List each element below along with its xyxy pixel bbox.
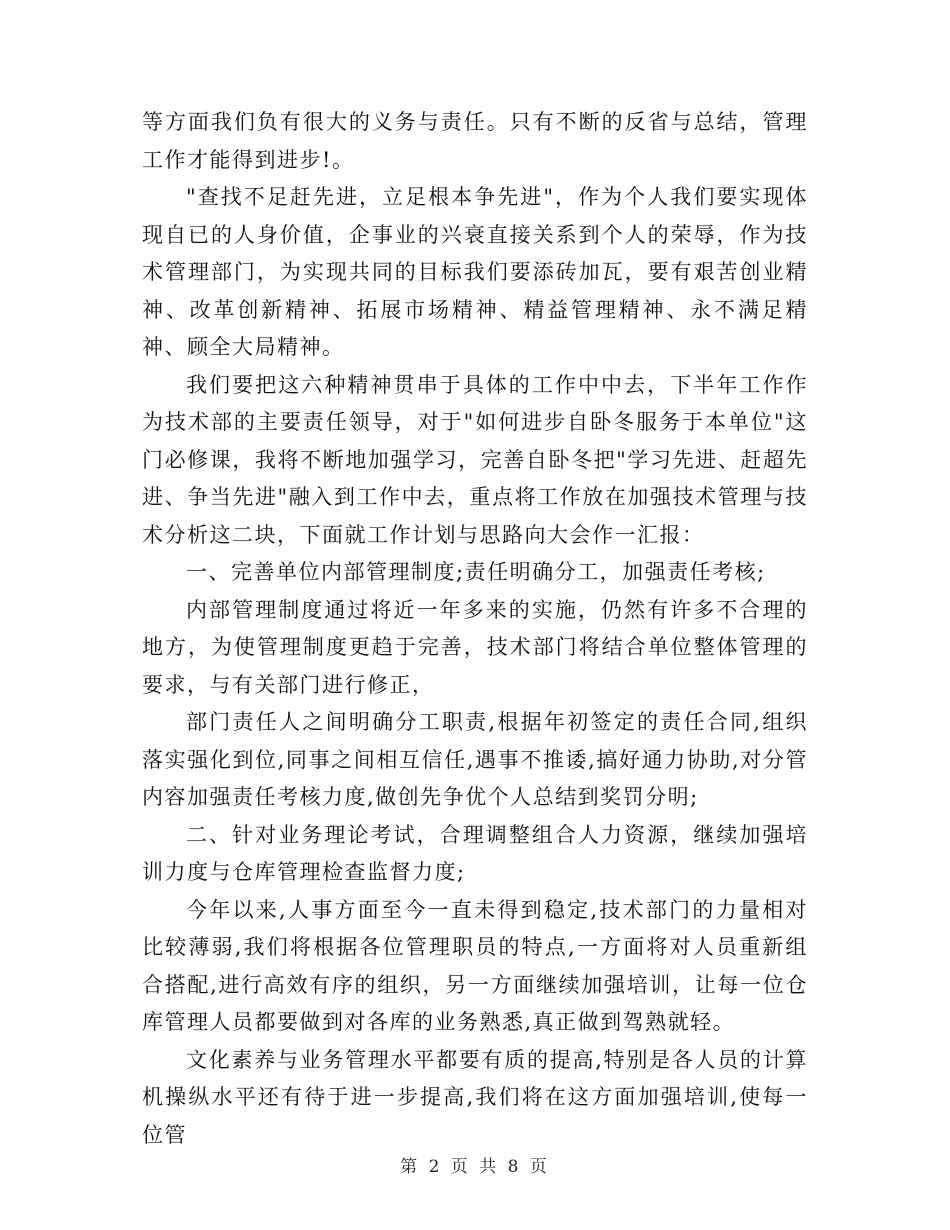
section-heading-two: 二、针对业务理论考试，合理调整组合人力资源，继续加强培训力度与仓库管理检查监督力度; bbox=[142, 822, 808, 884]
paragraph-plan-intro: 我们要把这六种精神贯串于具体的工作中中去，下半年工作作为技术部的主要责任领导，对于"如何进步自卧冬服务于本单位"这门必修课，我将不断地加强学习，完善自卧冬把"学习先进、赶超先进、争当先进"融入到工作中去，重点将工作放在加强技术管理与技术分析这二块，下面就工作计划与思路向大会作一汇报： bbox=[142, 372, 808, 547]
paragraph-responsibility: 部门责任人之间明确分工职责,根据年初签定的责任合同,组织落实强化到位,同事之间相互信任,遇事不推诿,搞好通力协助,对分管内容加强责任考核力度,做创先争优个人总结到奖罚分明; bbox=[142, 710, 808, 809]
document-body bbox=[142, 104, 808, 1154]
paragraph-continuation: 等方面我们负有很大的义务与责任。只有不断的反省与总结，管理工作才能得到进步!。 bbox=[142, 110, 808, 172]
page-number-footer: 第 2 页 共 8 页 bbox=[400, 1157, 550, 1177]
paragraph-personnel: 今年以来,人事方面至今一直未得到稳定,技术部门的力量相对比较薄弱,我们将根据各位管理职员的特点,一方面将对人员重新组合搭配,进行高效有序的组织，另一方面继续加强培训，让每一位仓库管理人员都要做到对各库的业务熟悉,真正做到驾熟就轻。 bbox=[142, 897, 808, 1034]
paragraph-internal-management: 内部管理制度通过将近一年多来的实施，仍然有许多不合理的地方，为使管理制度更趋于完善，技术部门将结合单位整体管理的要求，与有关部门进行修正， bbox=[142, 597, 808, 697]
paragraph-spirit: "查找不足赶先进，立足根本争先进"，作为个人我们要实现体现自已的人身价值，企事业的兴衰直接关系到个人的荣辱，作为技术管理部门，为实现共同的目标我们要添砖加瓦，要有艰苦创业精神、改革创新精神、拓展市场精神、精益管理精神、永不满足精神、顾全大局精神。 bbox=[142, 185, 808, 359]
paragraph-training: 文化素养与业务管理水平都要有质的提高,特别是各人员的计算机操纵水平还有待于进一步提高,我们将在这方面加强培训,使每一位管 bbox=[142, 1047, 808, 1147]
section-heading-one: 一、完善单位内部管理制度;责任明确分工，加强责任考核; bbox=[186, 560, 766, 584]
